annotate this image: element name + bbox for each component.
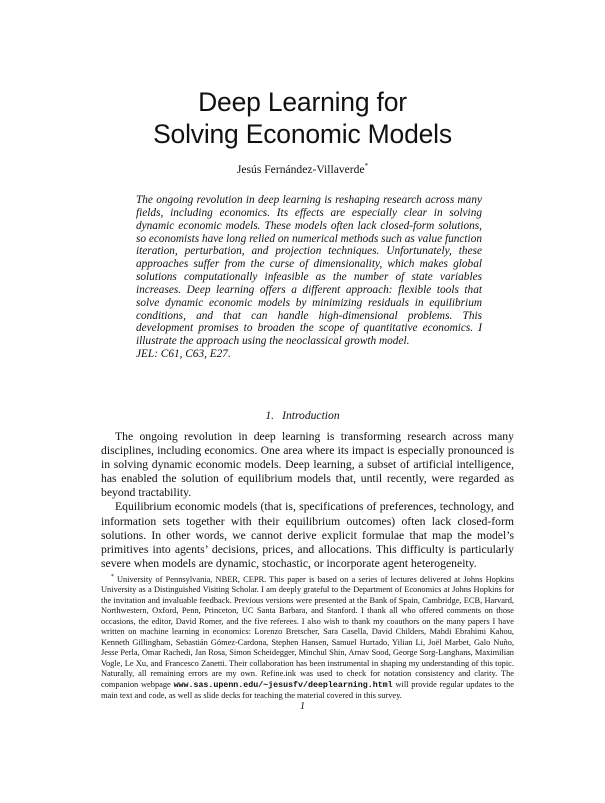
- section-number: 1.: [265, 409, 275, 422]
- paper-title: [0, 86, 605, 150]
- abstract-text: The ongoing revolution in deep learning is reshaping research across many fields, including economics. Its effects are especially clear in solving dynamic economic models. These models often lack closed-form solutions, so economists have long relied on numerical methods such as value function iteration, perturbation, and projection techniques. Unfortunately, these approaches suffer from the curse of dimensionality, which makes global solutions computationally infeasible as the number of state variables increases. Deep learning offers a different approach: flexible tools that solve dynamic economic models by minimizing residuals in equilibrium conditions, and that can handle high-dimensional problems. This development promises to broaden the scope of quantitative economics. I illustrate the approach using the neoclassical growth model.: [136, 194, 482, 348]
- title-line-2: Solving Economic Models: [153, 119, 452, 149]
- footnote-text: University of Pennsylvania, NBER, CEPR. This paper is based on a series of lectures delivered at Johns Hopkins University as a Distinguished Visiting Scholar. I am deeply grateful to the Department of Economics at Johns Hopkins for the invitation and invaluable feedback. Previous versions were presented at the Bank of Spain, Cambridge, ECB, Harvard, Northwestern, Oxford, Penn, Princeton, UC Santa Barbara, and Stanford. I thank all who offered comments on those occasions, the editor, David Romer, and the five referees. I also wish to thank my coauthors on the many papers I have written on machine learning in economics: Lorenzo Bretscher, Sara Casella, David Childers, Mahdi Ebrahimi Kahou, Kenneth Gillingham, Sebastián Gómez-Cardona, Stephen Hansen, Samuel Hurtado, Yilian Li, Joël Marbet, Galo Nuño, Jesse Perla, Omar Rachedi, Jan Rosa, Simon Scheidegger, Minchul Shin, Arnav Sood, George Sorg-Langhans, Maximilian Vogle, Le Xu, and Francesco Zanetti. Their collaboration has been instrumental in shaping my understanding of this topic. Naturally, all remaining errors are my own. Refine.ink was used to check for notation consistency and clarity. The companion webpage: [101, 575, 514, 689]
- companion-url: www.sas.upenn.edu/~jesusfv/deeplearning.html: [173, 680, 393, 690]
- author-name: Jesús Fernández-Villaverde: [236, 162, 365, 176]
- author-line: [0, 162, 605, 176]
- abstract: [136, 194, 482, 361]
- author-footnote-mark: *: [364, 162, 369, 170]
- body-paragraph: The ongoing revolution in deep learning is transforming research across many disciplines, including economics. One area where its impact is especially pronounced is in solving dynamic economic models. Deep learning, a subset of artificial intelligence, has enabled the solution of equilibrium models that, until recently, were regarded as beyond tractability.: [101, 430, 514, 500]
- jel-codes: JEL: C61, C63, E27.: [136, 348, 231, 361]
- footnote-mark: *: [111, 574, 114, 581]
- body-text: [101, 430, 514, 571]
- section-heading: [0, 409, 605, 422]
- title-line-1: Deep Learning for: [198, 87, 407, 117]
- body-paragraph: Equilibrium economic models (that is, specifications of preferences, technology, and information sets together with their equilibrium outcomes) often lack closed-form solutions. In other words, we cannot derive explicit formulae that map the model’s primitives into agents’ decisions, prices, and allocations. This difficulty is particularly severe when models are dynamic, stochastic, or incorporate agent heterogeneity.: [101, 500, 514, 570]
- footnote-paragraph: [101, 575, 514, 701]
- footnote: [101, 575, 514, 701]
- footnote-text-end: will provide regular updates to the main text and code, as well as slide decks for teaching the material covered in this survey.: [101, 679, 515, 700]
- section-title: Introduction: [282, 409, 340, 422]
- page-number: 1: [300, 701, 305, 712]
